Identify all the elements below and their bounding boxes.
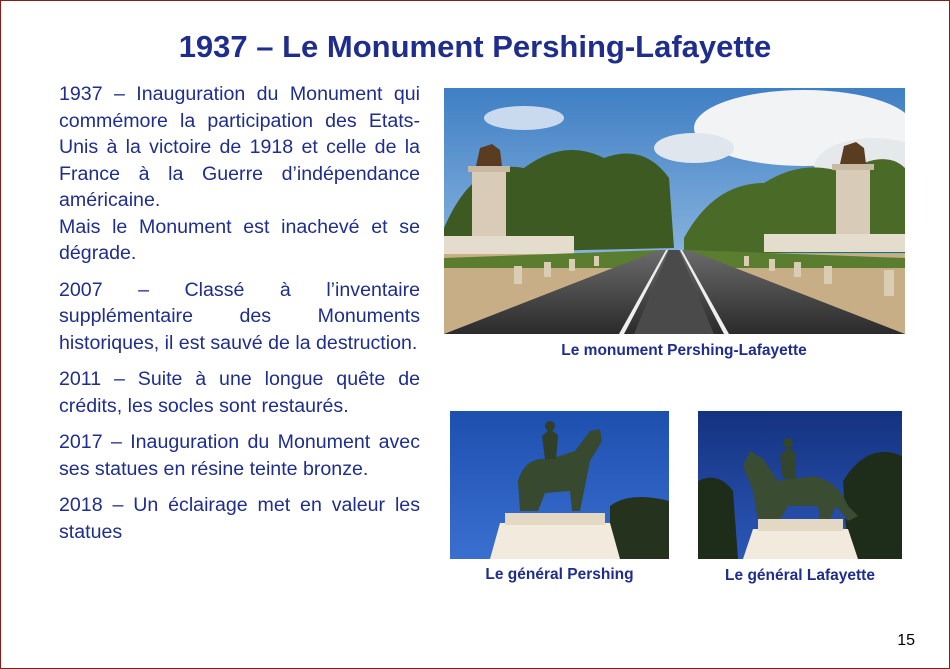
paragraph-1937-continued: Mais le Monument est inachevé et se dégrade.: [59, 215, 420, 264]
paragraph-2017: 2017 – Inauguration du Monument avec ses statues en résine teinte bronze.: [59, 431, 420, 480]
lafayette-caption: Le général Lafayette: [725, 567, 875, 584]
monument-caption: Le monument Pershing-Lafayette: [561, 342, 807, 359]
body-text: [59, 81, 420, 555]
paragraph-2007: 2007 – Classé à l’inventaire supplémentaire des Monuments historiques, il est sauvé de la destruction.: [59, 278, 420, 354]
slide-title: 1937 – Le Monument Pershing-Lafayette: [178, 29, 772, 64]
paragraph-2011: 2011 – Suite à une longue quête de crédits, les socles sont restaurés.: [59, 368, 420, 417]
paragraph-1937: 1937 – Inauguration du Monument qui commémore la participation des Etats-Unis à la victoire de 1918 et celle de la France à la Guerre d’indépendance américaine.: [59, 83, 420, 211]
page-number: 15: [897, 632, 915, 649]
monument-photo: [444, 88, 905, 334]
paragraph-2018: 2018 – Un éclairage met en valeur les statues: [59, 494, 420, 543]
lafayette-photo: [698, 411, 902, 559]
pershing-photo: [450, 411, 669, 559]
pershing-caption: Le général Pershing: [485, 566, 634, 583]
